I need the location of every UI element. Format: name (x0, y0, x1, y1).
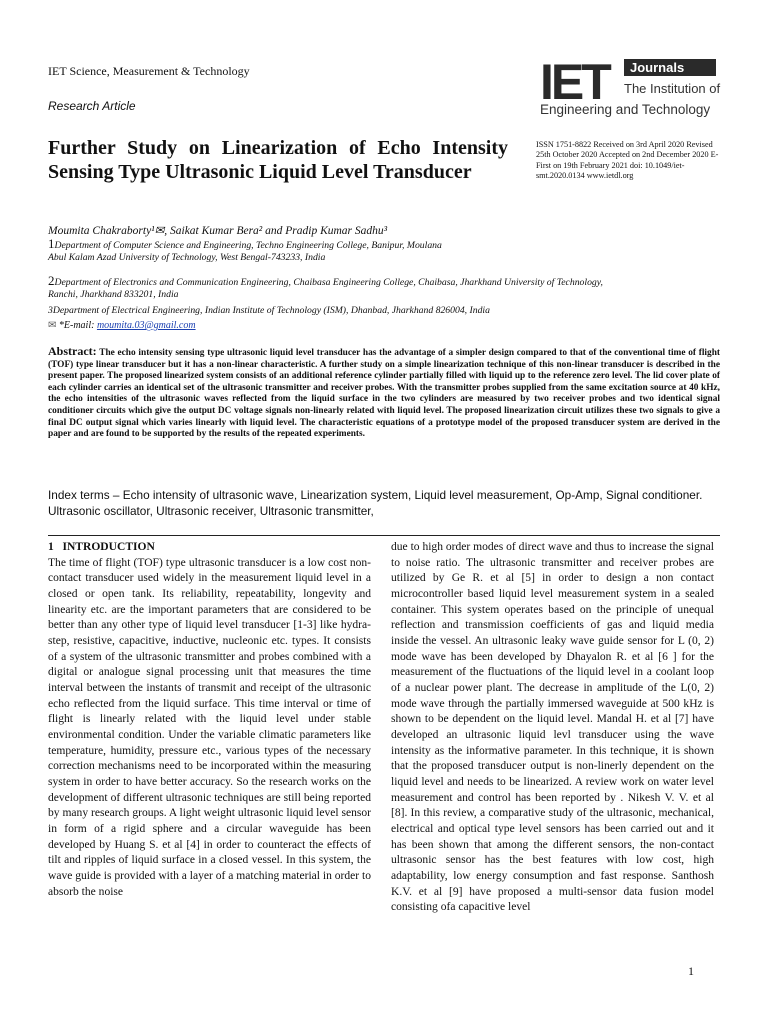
intro-right-text: due to high order modes of direct wave and thus to increase the signal to noise ratio. The ultrasonic transmitter and receiver probes are utilized by Ge R. et al [5] in order to design a non contact microcontroller based liquid level measurement system in a sealed container. This system operates based on the principle of unequal reflection and transmission coefficients of gas and liquid media inside the vessel. An ultrasonic leaky wave guide sensor for L (0, 2) mode wave has been developed by Dhayalon R. et al [6 ] for the measurement of the fluctuations of the liquid level in a coolant loop of a nuclear power plant. The decrease in amplitude of the L(0, 2) mode wave through the partially immersed waveguide at 500 kHz is shown to be dependent on the liquid level. Mandal H. et al [7] have developed an ultrasonic liquid levl transducer using the wave intensity as the informative parameter. In this technique, it is shown that the proposed transducer output is non-linerly dependent on the liquid level and needs to be linearized. A review work on water level measurement and control has been reported by . Nikesh V. V. et al [8]. In this review, a comparative study of the ultrasonic, mechanical, electrical and optical type level sensors has been carried out and it has been shown that among the different sensors, the non-contact ultrasonic sensor has the best features with low cost, high adaptability, low energy consumption and fast response. Santhosh K.V. et al [9] have proposed a multi-sensor data fusion model consisting ofa capacitive level (391, 541, 714, 914)
affiliation-2-number: 2 (48, 273, 55, 288)
affiliation-1-line-2: Abul Kalam Azad University of Technology, West Bengal-743233, India (48, 252, 326, 263)
email-link[interactable]: moumita.03@gmail.com (96, 320, 196, 331)
affiliation-1-number: 1 (48, 236, 55, 251)
author-list: Moumita Chakraborty¹✉, Saikat Kumar Bera² and Pradip Kumar Sadhu³ (48, 225, 388, 237)
article-type: Research Article (48, 99, 136, 113)
affiliation-2 (48, 275, 728, 301)
index-terms: Index terms – Echo intensity of ultrasonic wave, Linearization system, Liquid level measurement, Op-Amp, Signal conditioner. Ultrasonic oscillator, Ultrasonic receiver, Ultrasonic transmitter, (48, 488, 703, 518)
journal-name: IET Science, Measurement & Technology (48, 64, 250, 78)
page-number: 1 (688, 964, 694, 978)
institution-line-2: Engineering and Technology (540, 102, 711, 117)
intro-left-column (48, 540, 371, 900)
email-label: *E-mail: (58, 320, 97, 331)
affiliation-2-line-2: Ranchi, Jharkhand 833201, India (48, 289, 179, 300)
journals-label: Journals (624, 59, 716, 76)
section-title: INTRODUCTION (62, 541, 155, 553)
section-number: 1 (48, 541, 54, 553)
section-divider (48, 535, 720, 536)
paper-title: Further Study on Linearization of Echo Intensity Sensing Type Ultrasonic Liquid Level Transducer (48, 137, 508, 183)
abstract (48, 346, 720, 441)
iet-logo-mark: IET (540, 54, 609, 110)
intro-right-column (391, 540, 714, 916)
intro-left-text: The time of flight (TOF) type ultrasonic transducer is a low cost non-contact transducer used widely in the measurement liquid level in a closed or open tank. Its reliability, repeatability, longevity and linearity etc. are the important parameters that are considered to be better than any other type of liquid level transducer [1-3] like hydra-step, resistive, capacitive, inductive, nucleonic etc. types. It consists of a system of the ultrasonic transmitter and probes combined with a digital or analogue signal processing unit that measures the time interval between the instants of transmit and receipt of the ultrasonic echo reflected from the liquid surface. This time interval or time of flight is linearly related with the liquid level under stable environmental condition. Under the variable climatic parameters like temperature, humidity, pressure etc., various types of the necessary correction mechanisms need to be incorporated within the measuring system in order to have better accuracy. So the research works on the development of different ultrasonic techniques are still being reported by many research groups. A light weight ultrasonic liquid level sensor in form of a rigid sphere and a circular waveguide has been developed by Huang S. et al [4] in order to counteract the effects of tilt and ripples of liquid surface in a closed vessel. In this system, the wave guide is provided with a layer of a matching material in order to absorb the noise (48, 556, 371, 898)
publication-meta: ISSN 1751-8822 Received on 3rd April 2020 Revised 25th October 2020 Accepted on 2nd December 2020 E-First on 19th February 2021 doi: 10.1049/iet-smt.2020.0134 www.ietdl.org (536, 140, 719, 181)
abstract-label: Abstract: (48, 344, 97, 358)
institution-line-1: The Institution of (624, 81, 721, 96)
affiliation-2-line-1: Department of Electronics and Communication Engineering, Chaibasa Engineering College, Chaibasa, Jharkhand University of Technology, (54, 277, 603, 288)
abstract-text: The echo intensity sensing type ultrasonic liquid level transducer has the advantage of a simpler design compared to that of the conventional time of flight (TOF) type linear transducer but it has a non-linear characteristic. A further study on a simple linearization technique of this non-linear transducer is described in the present paper. The proposed linearized system consists of an additional reference cylinder partially filled with liquid up to the reference zero level. The lid cover plate of each cylinder carries an identical set of the ultrasonic transmitter and receiver probes. With the transmitter probes supplied from the same excitation source at 40 kHz, the echo intensities of the ultrasonic waves reflected from the liquid surface in the two cylinders are measured by two receiver probes and two identical signal conditioner circuits which give the output DC voltage signals non-linearly related with liquid level. The proposed linearization circuit utilizes these two signals to give a final DC output signal which varies linearly with liquid level. The characteristic equations of a prototype model of the proposed transducer system are derived in the paper and are found to be supported by the results of the repeated experiments. (48, 348, 721, 440)
section-heading (48, 540, 371, 556)
affiliation-1 (48, 238, 728, 264)
mail-icon: ✉ (48, 320, 57, 331)
iet-journals-logo (540, 56, 720, 120)
affiliation-3: 3Department of Electrical Engineering, Indian Institute of Technology (ISM), Dhanbad, Jharkhand 826004, India (48, 305, 490, 316)
affiliation-1-line-1: Department of Computer Science and Engineering, Techno Engineering College, Banipur, Moulana (54, 240, 442, 251)
email-line (48, 320, 196, 331)
